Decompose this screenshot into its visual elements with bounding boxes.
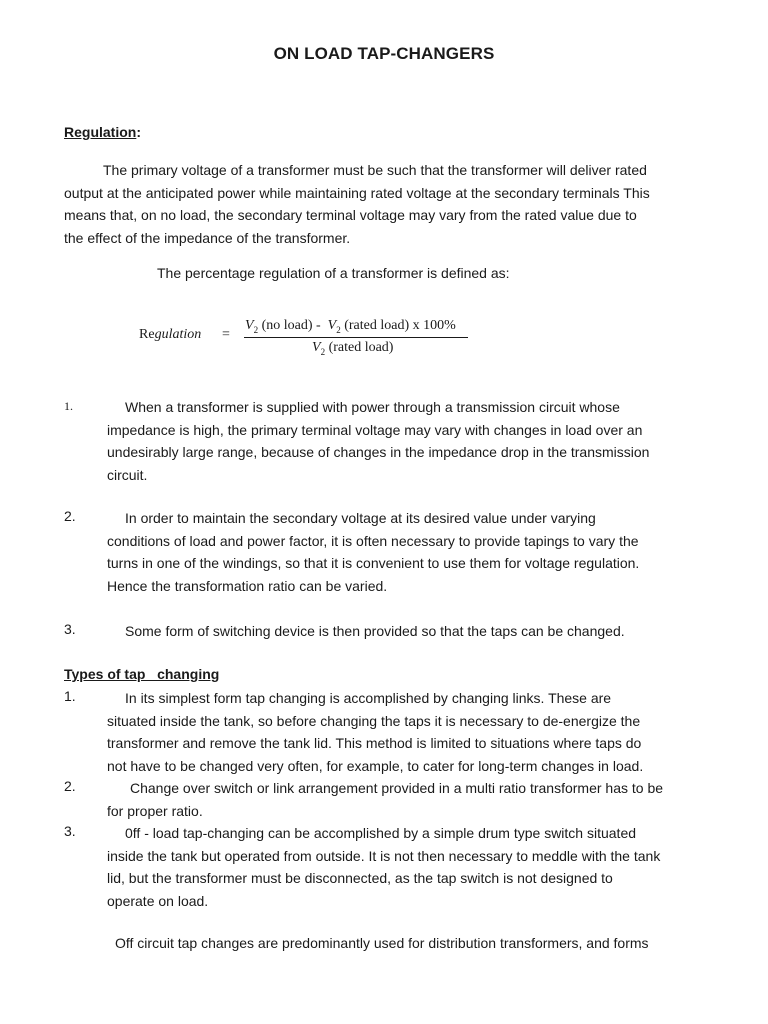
regulation-para-line: The primary voltage of a transformer must be such that the transformer will deliver rated bbox=[103, 162, 647, 178]
formula-text: (rated load) bbox=[325, 340, 394, 355]
list-item-line: 0ff - load tap-changing can be accomplished by a simple drum type switch situated bbox=[125, 825, 637, 841]
formula-numerator bbox=[245, 318, 456, 335]
list-item-line: for proper ratio. bbox=[107, 802, 203, 819]
formula-sub: 2 bbox=[320, 346, 326, 357]
formula-sub: 2 bbox=[253, 324, 259, 335]
regulation-heading-colon: : bbox=[136, 124, 142, 140]
list-item bbox=[107, 396, 727, 486]
regulation-heading bbox=[64, 124, 141, 140]
list-item-number: 2. bbox=[64, 508, 76, 524]
formula-fraction-bar bbox=[244, 337, 468, 338]
regulation-heading-text: Regulation bbox=[64, 124, 137, 140]
list-item bbox=[107, 822, 727, 912]
list-item-line: Hence the transformation ratio can be varied. bbox=[107, 577, 388, 594]
formula-var: V bbox=[312, 340, 321, 355]
list-item-line: inside the tank but operated from outside. It is not then necessary to meddle with the tank bbox=[107, 847, 661, 864]
list-item-line: conditions of load and power factor, it is often necessary to provide tapings to vary the bbox=[107, 532, 639, 549]
formula-lhs bbox=[139, 327, 201, 343]
list-item-line: lid, but the transformer must be disconnected, as the tap switch is not designed to bbox=[107, 870, 613, 886]
regulation-para-line: output at the anticipated power while maintaining rated voltage at the secondary terminals This bbox=[64, 184, 650, 201]
list-item-line: circuit. bbox=[107, 466, 148, 483]
list-item-line: In order to maintain the secondary voltage at its desired value under varying bbox=[125, 510, 596, 526]
formula-equals: = bbox=[222, 327, 230, 342]
formula-text: (no load) - bbox=[258, 318, 328, 333]
list-item bbox=[107, 620, 727, 643]
formula-lhs-text: Re bbox=[139, 327, 155, 342]
list-item-line: impedance is high, the primary terminal voltage may vary with changes in load over an bbox=[107, 421, 643, 438]
list-item-line: turns in one of the windings, so that it is convenient to use them for voltage regulation. bbox=[107, 555, 640, 571]
regulation-definition: The percentage regulation of a transformer is defined as: bbox=[157, 265, 510, 281]
list-item bbox=[107, 777, 727, 822]
page-title: ON LOAD TAP-CHANGERS bbox=[273, 44, 495, 63]
list-item-line: Change over switch or link arrangement provided in a multi ratio transformer has to be bbox=[130, 780, 664, 796]
list-item-line: operate on load. bbox=[107, 892, 209, 909]
list-item-line: not have to be changed very often, for example, to cater for long-term changes in load. bbox=[107, 757, 644, 774]
formula-denominator bbox=[312, 340, 393, 357]
types-heading: Types of tap changing bbox=[64, 666, 220, 682]
regulation-para-line: means that, on no load, the secondary terminal voltage may vary from the rated value due to bbox=[64, 207, 637, 223]
list-item-number: 3. bbox=[64, 823, 76, 839]
list-item-line: Some form of switching device is then provided so that the taps can be changed. bbox=[125, 623, 625, 639]
list-item-number: 1. bbox=[64, 688, 76, 704]
list-item-line: transformer and remove the tank lid. This method is limited to situations where taps do bbox=[107, 735, 642, 751]
list-item-line: situated inside the tank, so before changing the taps it is necessary to de-energize the bbox=[107, 712, 641, 729]
list-item-number: 3. bbox=[64, 621, 76, 637]
formula-lhs-italic: gulation bbox=[154, 327, 202, 342]
list-item bbox=[107, 507, 727, 597]
list-item-line: In its simplest form tap changing is accomplished by changing links. These are bbox=[125, 690, 612, 706]
closing-paragraph: Off circuit tap changes are predominantly used for distribution transformers, and forms bbox=[115, 935, 649, 951]
list-item bbox=[107, 687, 727, 777]
formula-sub: 2 bbox=[336, 324, 341, 335]
list-item-number: 1. bbox=[64, 399, 73, 413]
formula-text: (rated load) x 100% bbox=[340, 318, 456, 333]
formula-var: V bbox=[245, 318, 254, 333]
list-item-number: 2. bbox=[64, 778, 76, 794]
regulation-para-line: the effect of the impedance of the transformer. bbox=[64, 229, 351, 246]
list-item-line: When a transformer is supplied with power through a transmission circuit whose bbox=[125, 399, 620, 415]
list-item-line: undesirably large range, because of changes in the impedance drop in the transmission bbox=[107, 444, 650, 460]
formula-var: V bbox=[327, 318, 337, 333]
regulation-paragraph bbox=[64, 159, 724, 249]
